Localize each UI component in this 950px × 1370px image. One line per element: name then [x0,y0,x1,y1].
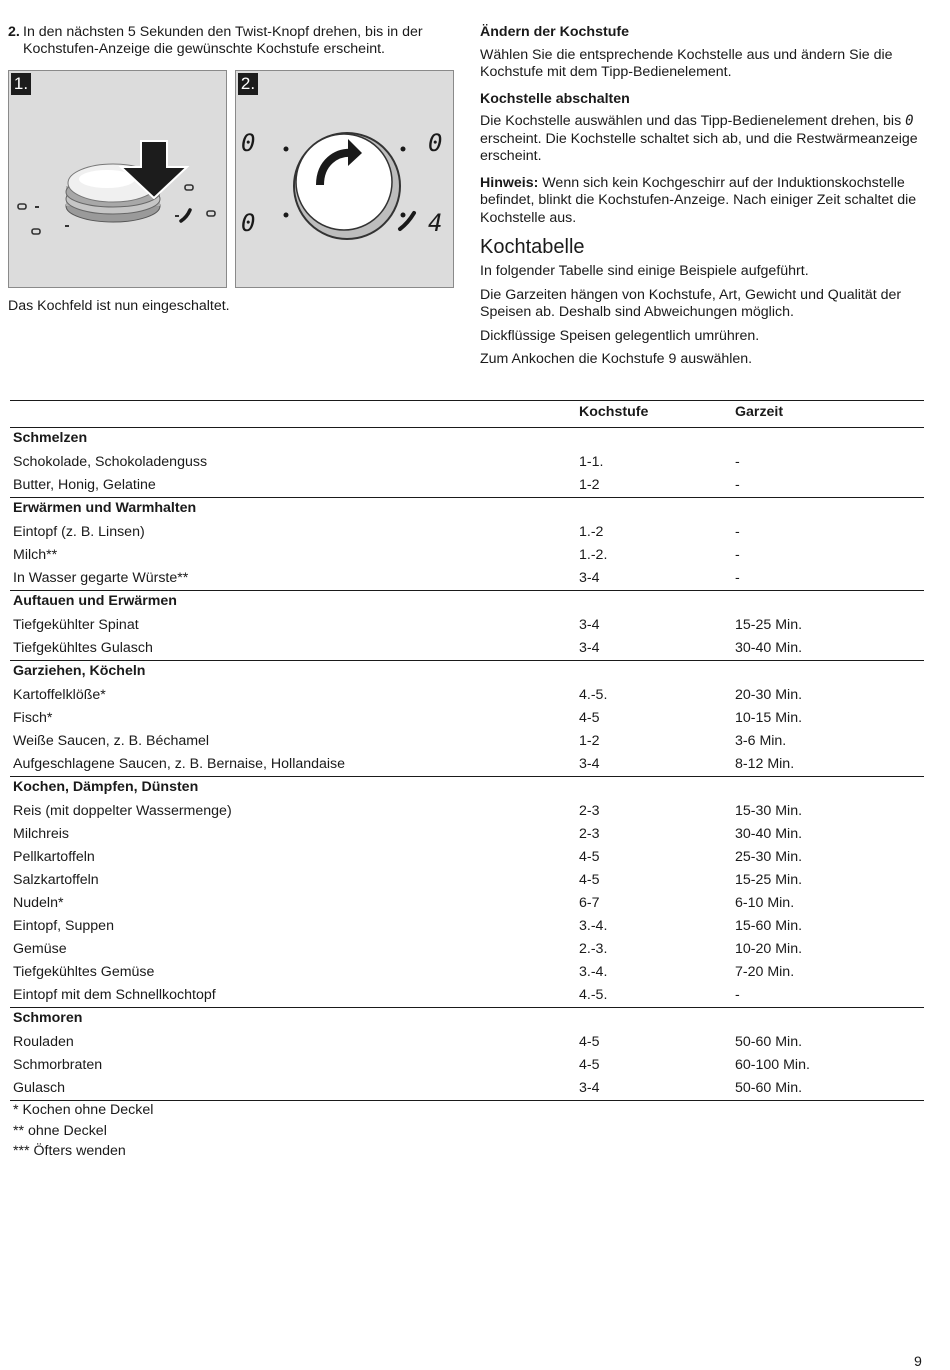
cell-food: Schmorbraten [13,1057,103,1073]
table-section [10,591,924,661]
table-row [10,892,924,915]
hinweis-label: Hinweis: [480,174,539,191]
knob-rotate-illustration [236,71,453,287]
cell-kochstufe: 3-4 [579,617,600,633]
cell-food: Salzkartoffeln [13,872,99,888]
table-row [10,637,924,660]
table-section [10,498,924,591]
section-heading-row [10,591,924,614]
cell-kochstufe: 4.-5. [579,987,608,1003]
cell-kochstufe: 6-7 [579,895,600,911]
section-title: Garziehen, Köcheln [13,663,146,679]
step-2 [8,24,458,58]
cell-kochstufe: 3-4 [579,570,600,586]
display-digit-top-right: 0 [428,129,443,157]
table-row [10,614,924,637]
section-title: Schmoren [13,1010,83,1026]
paragraph-kochtabelle-1: In folgender Tabelle sind einige Beispiele aufgeführt. [480,263,809,279]
table-row [10,800,924,823]
cell-garzeit: 50-60 Min. [735,1080,803,1096]
footnote-text: ** ohne Deckel [13,1122,107,1139]
cell-food: Tiefgekühltes Gemüse [13,964,155,980]
cell-garzeit: 50-60 Min. [735,1034,803,1050]
table-row [10,846,924,869]
cell-garzeit: 10-15 Min. [735,710,803,726]
heading-aendern-der-kochstufe: Ändern der Kochstufe [480,24,629,40]
knob-press-illustration [9,71,226,287]
cell-kochstufe: 4-5 [579,710,600,726]
cell-kochstufe: 3-4 [579,1080,600,1096]
cell-food: Reis (mit doppelter Wassermenge) [13,803,232,819]
cell-garzeit: 15-25 Min. [735,872,803,888]
table-row [10,474,924,497]
cell-garzeit: 30-40 Min. [735,640,803,656]
cell-kochstufe: 4-5 [579,1034,600,1050]
heading-kochstelle-abschalten: Kochstelle abschalten [480,90,630,107]
cell-garzeit: 25-30 Min. [735,849,803,865]
table-row [10,961,924,984]
cell-food: Tiefgekühlter Spinat [13,617,139,633]
cell-food: Weiße Saucen, z. B. Béchamel [13,733,210,749]
table-row [10,1077,924,1100]
table-section [10,428,924,498]
figure-1-knob-press [8,70,227,288]
section-heading-row [10,661,924,684]
cell-kochstufe: 1.-2 [579,524,604,540]
paragraph-kochtabelle-3: Dickflüssige Speisen gelegentlich umrühren. [480,327,760,344]
column-header-garzeit: Garzeit [735,404,784,420]
cell-kochstufe: 4.-5. [579,687,608,703]
cell-garzeit: 15-60 Min. [735,918,803,934]
column-header-kochstufe: Kochstufe [579,404,649,420]
page-number: 9 [914,1354,922,1370]
section-title: Auftauen und Erwärmen [13,593,177,609]
cell-garzeit: 30-40 Min. [735,826,803,842]
table-header [10,400,924,428]
table-row [10,684,924,707]
figure-2-knob-rotate [235,70,454,288]
cell-food: Schokolade, Schokoladenguss [13,454,208,470]
cell-kochstufe: 3-4 [579,640,600,656]
zero-display-symbol: 0 [905,113,914,129]
cell-garzeit: - [735,547,740,563]
cell-food: Eintopf mit dem Schnellkochtopf [13,987,216,1003]
table-row [10,753,924,776]
cell-kochstufe: 1.-2. [579,547,608,563]
cell-garzeit: 60-100 Min. [735,1057,810,1073]
table-row [10,1031,924,1054]
hinweis-text: Wenn sich kein Kochgeschirr auf der Induktionskochstelle befindet, blinkt die Kochstufen-Anzeige. Nach einiger Zeit schaltet die Kochstelle aus. [480,174,917,226]
section-title: Erwärmen und Warmhalten [13,500,197,516]
cell-garzeit: 8-12 Min. [735,756,795,772]
cell-garzeit: 15-30 Min. [735,803,803,819]
section-title: Schmelzen [13,430,88,446]
kochtabelle-table [10,400,924,1163]
right-column [480,24,925,369]
section-title: Kochen, Dämpfen, Dünsten [13,779,199,795]
cell-food: Aufgeschlagene Saucen, z. B. Bernaise, Hollandaise [13,756,346,772]
figure-2-label: 2. [238,73,258,95]
cell-food: Rouladen [13,1034,74,1050]
section-heading-row [10,428,924,451]
cell-garzeit: - [735,987,740,1003]
section-heading-row [10,777,924,800]
heading-kochtabelle: Kochtabelle [480,236,585,258]
figure-1-label: 1. [11,73,31,95]
display-digit-top-left: 0 [241,129,256,157]
table-section [10,661,924,777]
cell-garzeit: - [735,477,740,493]
step-number: 2. [8,24,20,40]
cell-food: Gulasch [13,1080,66,1096]
footnote-text: *** Öfters wenden [13,1143,126,1159]
table-row [10,451,924,474]
footnote-text: * Kochen ohne Deckel [13,1102,154,1118]
table-row [10,938,924,961]
footnote [10,1142,924,1163]
cell-garzeit: 20-30 Min. [735,687,803,703]
paragraph-aendern: Wählen Sie die entsprechende Kochstelle aus und ändern Sie die Kochstufe mit dem Tipp-Bedienelement. [480,46,893,80]
table-row [10,1054,924,1077]
footnote [10,1122,924,1143]
cell-garzeit: 10-20 Min. [735,941,803,957]
cell-kochstufe: 2-3 [579,826,600,842]
table-row [10,521,924,544]
cell-food: Nudeln* [13,895,64,911]
cell-kochstufe: 3.-4. [579,918,608,934]
table-row [10,567,924,590]
cell-food: Pellkartoffeln [13,849,95,865]
table-row [10,915,924,938]
cell-garzeit: 3-6 Min. [735,733,787,749]
paragraph-hinweis [480,175,925,228]
cell-food: Milch** [13,547,58,563]
display-digit-bottom-left: 0 [241,209,256,237]
table-row [10,707,924,730]
table-row [10,544,924,567]
table-row [10,823,924,846]
paragraph-kochtabelle-2: Die Garzeiten hängen von Kochstufe, Art, Gewicht und Qualität der Speisen ab. Deshalb sind Abweichungen möglich. [480,286,902,320]
cell-garzeit: 15-25 Min. [735,617,803,633]
table-body [10,428,924,1101]
table-row [10,730,924,753]
abschalten-text-2: erscheint. Die Kochstelle schaltet sich ab, und die Restwärmeanzeige erscheint. [480,130,918,164]
cell-food: In Wasser gegarte Würste** [13,570,189,586]
cell-kochstufe: 2.-3. [579,941,608,957]
section-heading-row [10,498,924,521]
table-section [10,1008,924,1101]
cell-food: Eintopf (z. B. Linsen) [13,524,145,540]
cell-kochstufe: 4-5 [579,1057,600,1073]
cell-kochstufe: 1-2 [579,733,600,749]
cell-food: Milchreis [13,826,69,842]
cell-kochstufe: 4-5 [579,849,600,865]
cell-kochstufe: 2-3 [579,803,600,819]
display-digit-bottom-right: 4 [428,209,443,237]
paragraph-kochtabelle-4: Zum Ankochen die Kochstufe 9 auswählen. [480,351,753,367]
cell-kochstufe: 1-1. [579,454,604,470]
paragraph-abschalten [480,113,925,166]
figure-caption: Das Kochfeld ist nun eingeschaltet. [8,298,230,314]
step-text: In den nächsten 5 Sekunden den Twist-Knopf drehen, bis in der Kochstufen-Anzeige die gewünschte Kochstufe erscheint. [23,24,423,57]
cell-garzeit: - [735,454,740,470]
table-row [10,984,924,1007]
cell-kochstufe: 3-4 [579,756,600,772]
table-row [10,869,924,892]
footnote [10,1101,924,1122]
table-section [10,777,924,1008]
cell-kochstufe: 3.-4. [579,964,608,980]
cell-kochstufe: 4-5 [579,872,600,888]
cell-food: Butter, Honig, Gelatine [13,477,156,493]
table-footnotes [10,1101,924,1163]
cell-food: Tiefgekühltes Gulasch [13,640,153,656]
cell-food: Gemüse [13,941,67,957]
cell-food: Kartoffelklöße* [13,687,106,703]
cell-food: Fisch* [13,710,53,726]
cell-food: Eintopf, Suppen [13,918,114,934]
cell-garzeit: - [735,570,740,586]
cell-garzeit: 6-10 Min. [735,895,795,911]
cell-garzeit: 7-20 Min. [735,964,795,980]
cell-garzeit: - [735,524,740,540]
cell-kochstufe: 1-2 [579,477,600,493]
section-heading-row [10,1008,924,1031]
abschalten-text-1: Die Kochstelle auswählen und das Tipp-Bedienelement drehen, bis [480,113,902,129]
